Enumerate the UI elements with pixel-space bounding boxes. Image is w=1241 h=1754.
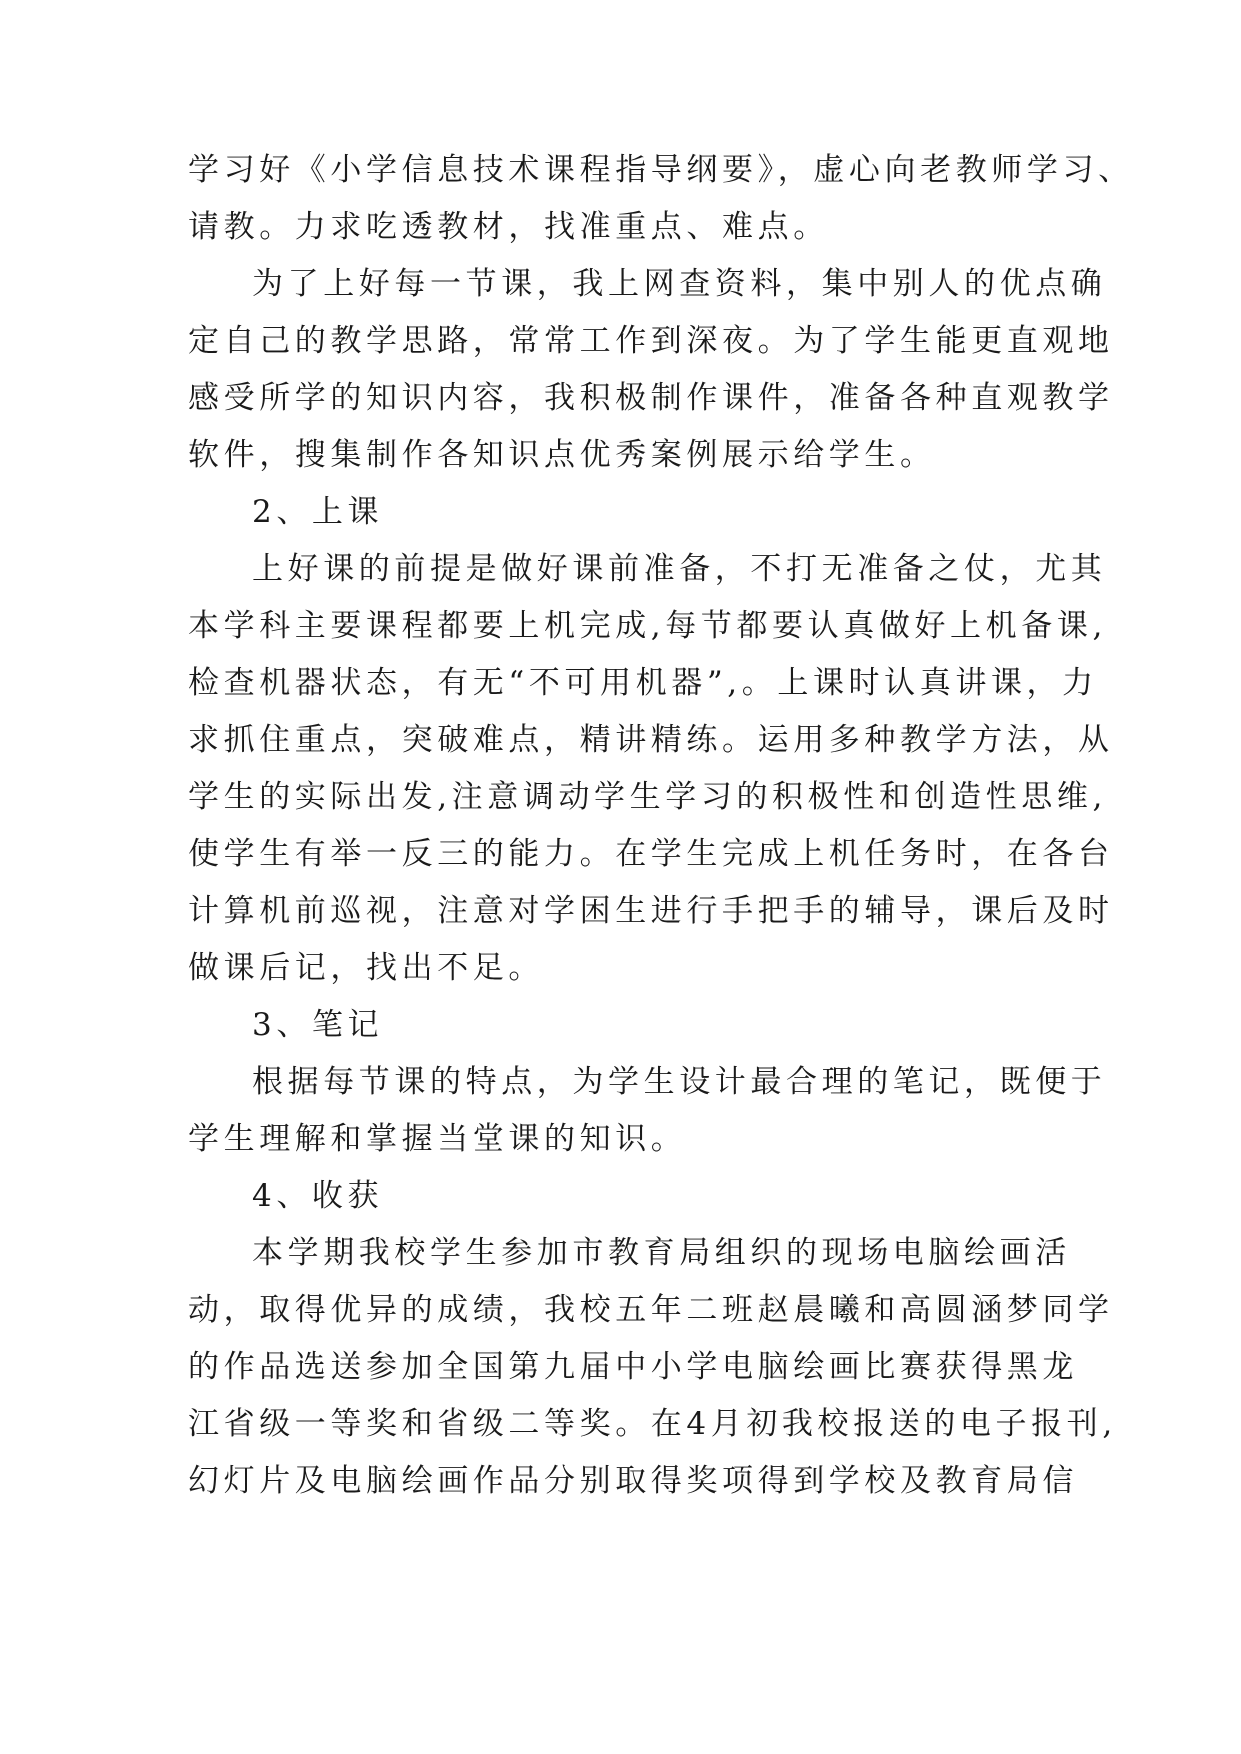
text-line: 感受所学的知识内容，我积极制作课件，准备各种直观教学 [188,380,1114,416]
text-line: 请教。力求吃透教材，找准重点、难点。 [188,209,829,245]
text-line: 计算机前巡视，注意对学困生进行手把手的辅导，课后及时 [188,893,1114,929]
text-line: 根据每节课的特点，为学生设计最合理的笔记，既便于 [252,1064,1107,1100]
text-line: 2、上课 [252,494,384,530]
text-line: 3、笔记 [252,1007,384,1043]
text-line: 定自己的教学思路，常常工作到深夜。为了学生能更直观地 [188,323,1114,359]
text-line: 学生理解和掌握当堂课的知识。 [188,1121,687,1157]
text-line: 幻灯片及电脑绘画作品分别取得奖项得到学校及教育局信 [188,1463,1078,1499]
text-line: 学习好《小学信息技术课程指导纲要》，虚心向老教师学习、 [188,152,1134,188]
text-line: 江省级一等奖和省级二等奖。在4月初我校报送的电子报刊, [188,1406,1117,1442]
text-line: 本学科主要课程都要上机完成,每节都要认真做好上机备课, [188,608,1107,644]
text-line: 动，取得优异的成绩，我校五年二班赵晨曦和高圆涵梦同学 [188,1292,1114,1328]
text-line: 上好课的前提是做好课前准备，不打无准备之仗，尤其 [252,551,1107,587]
text-line: 4、收获 [252,1178,384,1214]
text-line: 的作品选送参加全国第九届中小学电脑绘画比赛获得黑龙 [188,1349,1078,1385]
text-line: 检查机器状态，有无“不可用机器”,。上课时认真讲课，力 [188,665,1098,701]
text-line: 使学生有举一反三的能力。在学生完成上机任务时，在各台 [188,836,1114,872]
text-line: 学生的实际出发,注意调动学生学习的积极性和创造性思维, [188,779,1107,815]
text-line: 做课后记，找出不足。 [188,950,544,986]
text-line: 为了上好每一节课，我上网查资料，集中别人的优点确 [252,266,1107,302]
text-line: 本学期我校学生参加市教育局组织的现场电脑绘画活 [252,1235,1071,1271]
document-body [188,142,1134,1510]
text-line: 求抓住重点，突破难点，精讲精练。运用多种教学方法，从 [188,722,1114,758]
text-line: 软件，搜集制作各知识点优秀案例展示给学生。 [188,437,936,473]
